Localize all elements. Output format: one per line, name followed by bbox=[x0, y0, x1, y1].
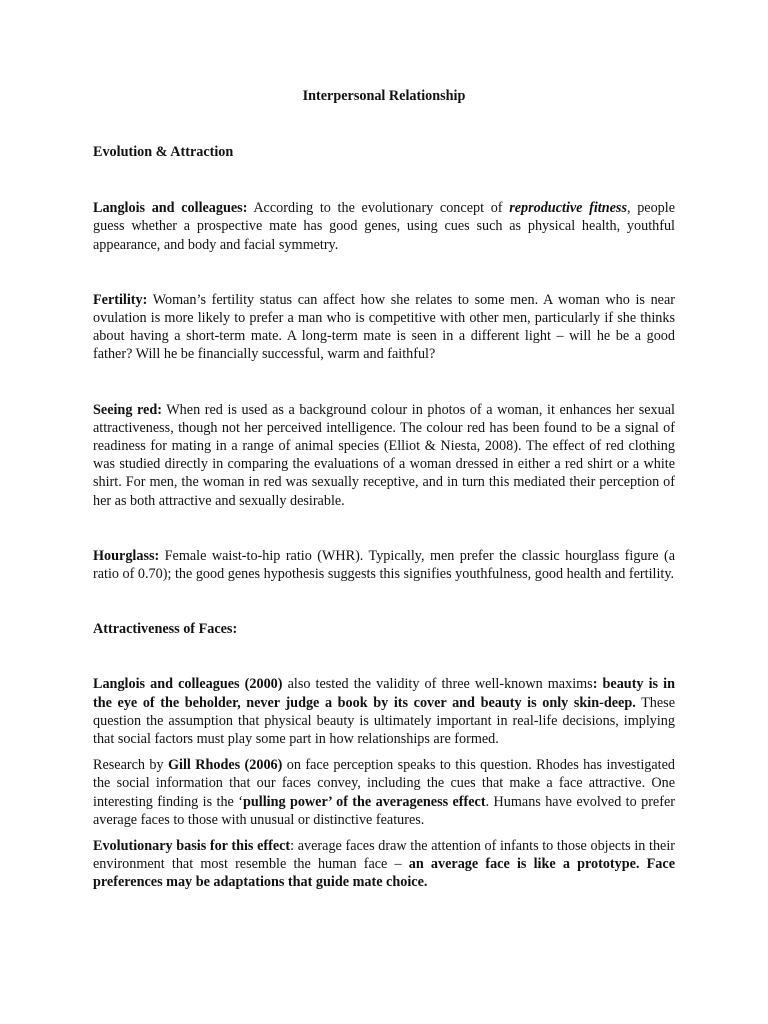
paragraph-text: According to the evolutionary concept of bbox=[247, 200, 510, 217]
paragraph-label: Evolutionary basis for this effect bbox=[93, 838, 291, 855]
paragraph-label: Fertility: bbox=[93, 291, 148, 308]
bold-text: : beauty is in the eye of the beholder, never judge a book by its cover and beauty is only skin-deep. bbox=[93, 676, 675, 711]
bold-text: Gill Rhodes (2006) bbox=[167, 757, 283, 774]
emphasis-term: reproductive fitness bbox=[509, 200, 627, 217]
paragraph-label: Seeing red: bbox=[93, 401, 162, 418]
paragraph-text: When red is used as a background colour in photos of a woman, it enhances her sexual attractiveness, though not her perceived intelligence. The colour red has been found to be a signal of readiness for mating in a range of animal species (Elliot & Niesta, 2008). The effect of red clothing was studied directly in comparing the evaluations of a woman dressed in either a red shirt or a white shirt. For men, the woman in red was sexually receptive, and in turn this mediated their perception of her as both attractive and sexually desirable. bbox=[93, 401, 675, 509]
bold-text: pulling power’ of the averageness effect bbox=[242, 793, 486, 810]
document-title: Interpersonal Relationship bbox=[302, 88, 466, 104]
paragraph-hourglass bbox=[93, 547, 675, 583]
paragraph-seeing-red bbox=[93, 401, 675, 510]
paragraph-text: These question the assumption that physical beauty is ultimately important in real-life decisions, implying that social factors must play some part in how relationships are formed. bbox=[93, 694, 675, 748]
paragraph-label: Langlois and colleagues: bbox=[93, 200, 248, 217]
paragraph-text: also tested the validity of three well-known maxims bbox=[282, 676, 593, 693]
paragraph-text: on face perception speaks to this question. Rhodes has investigated the social information that our faces convey, including the cues that make a face attractive. One interesting finding is the ‘ bbox=[93, 757, 675, 810]
paragraph-rhodes bbox=[93, 756, 675, 829]
paragraph-text: Research by bbox=[93, 757, 168, 774]
section-heading-faces: Attractiveness of Faces: bbox=[93, 621, 238, 638]
paragraph-text: : average faces draw the attention of infants to those objects in their environment that most resemble the human face – bbox=[93, 838, 675, 873]
paragraph-text: . Humans have evolved to prefer average faces to those with unusual or distinctive features. bbox=[93, 793, 675, 828]
paragraph-text: , people guess whether a prospective mate has good genes, using cues such as physical health, youthful appearance, and body and facial symmetry. bbox=[93, 200, 676, 253]
section-heading-evolution: Evolution & Attraction bbox=[93, 144, 234, 160]
paragraph-langlois bbox=[93, 199, 675, 254]
paragraph-text: Woman’s fertility status can affect how she relates to some men. A woman who is near ovulation is more likely to prefer a man who is competitive with other men, particularly if she thinks about having a short-term mate. A long-term mate is seen in a different light – will he be a good father? Will he be financially successful, warm and faithful? bbox=[93, 291, 675, 363]
paragraph-label: Hourglass: bbox=[93, 547, 160, 564]
document-page bbox=[93, 87, 675, 892]
paragraph-text: Female waist-to-hip ratio (WHR). Typically, men prefer the classic hourglass figure (a ratio of 0.70); the good genes hypothesis suggests this signifies youthfulness, good health and fertility. bbox=[93, 547, 675, 583]
paragraph-evolutionary-basis bbox=[93, 837, 675, 892]
paragraph-label: Langlois and colleagues (2000) bbox=[93, 676, 283, 693]
paragraph-langlois-2000 bbox=[93, 675, 675, 748]
bold-text: an average face is like a prototype. Face preferences may be adaptations that guide mate choice. bbox=[93, 856, 675, 891]
paragraph-fertility bbox=[93, 291, 675, 364]
